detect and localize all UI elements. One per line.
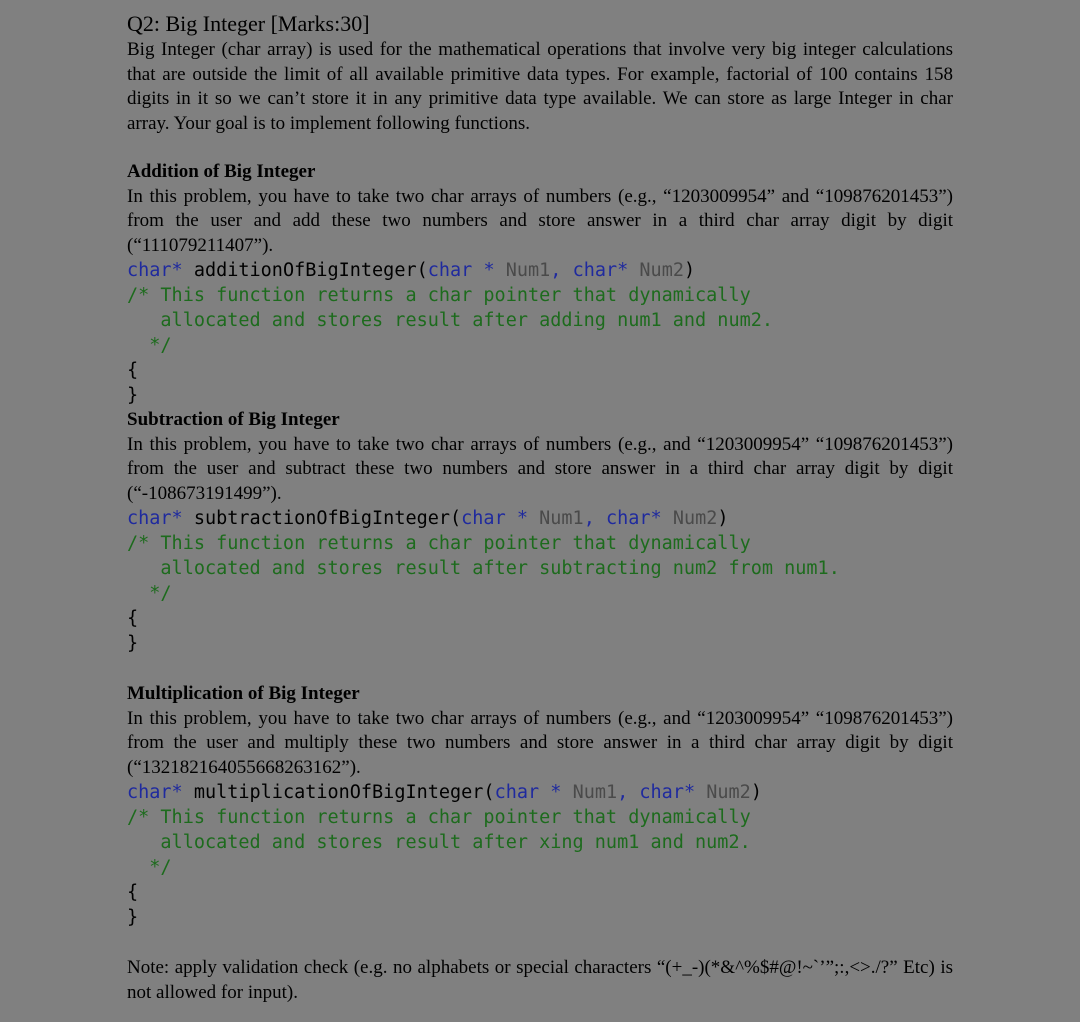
subtraction-signature: [127, 506, 953, 531]
param-name: Num1: [505, 260, 551, 281]
close-paren: ): [750, 782, 762, 803]
subtraction-comment-line: /* This function returns a char pointer that dynamically: [127, 533, 751, 554]
subtraction-brace-close: }: [127, 633, 139, 654]
pointer-star: *: [505, 508, 540, 529]
param-type: char: [427, 260, 473, 281]
return-type: char*: [127, 782, 183, 803]
pointer-star: *: [472, 260, 506, 281]
multiplication-signature: [127, 780, 953, 805]
param-type: char*: [639, 782, 696, 803]
param-name: Num1: [539, 508, 584, 529]
function-name: multiplicationOfBigInteger(: [182, 782, 495, 803]
close-paren: ): [683, 260, 696, 281]
param-type: char*: [572, 260, 629, 281]
multiplication-comment-end: */: [127, 857, 172, 878]
subtraction-comment-line: allocated and stores result after subtracting num2 from num1.: [127, 558, 840, 579]
multiplication-section: [127, 682, 953, 930]
subtraction-description: In this problem, you have to take two char arrays of numbers (e.g., and “1203009954” “109876201453”) from the user and subtract these two numbers and store answer in a third char array digit by digit (“-108673191499”).: [127, 433, 953, 504]
addition-heading: Addition of Big Integer: [127, 161, 316, 182]
addition-brace-close: }: [127, 385, 139, 406]
multiplication-brace-open: {: [127, 882, 139, 903]
addition-comment-end: */: [127, 335, 172, 356]
addition-signature: [127, 258, 953, 283]
function-name: subtractionOfBigInteger(: [182, 508, 462, 529]
return-type: char*: [127, 508, 183, 529]
subtraction-section: [127, 408, 953, 656]
addition-section: [127, 160, 953, 408]
param-type: char: [461, 508, 506, 529]
addition-brace-open: {: [127, 360, 139, 381]
function-name: additionOfBigInteger(: [182, 260, 428, 281]
param-name: Num2: [695, 782, 751, 803]
close-paren: ): [717, 508, 729, 529]
comma: ,: [550, 260, 573, 281]
subtraction-heading: Subtraction of Big Integer: [127, 409, 340, 430]
param-name: Num2: [628, 260, 684, 281]
param-type: char*: [605, 508, 662, 529]
multiplication-description: In this problem, you have to take two char arrays of numbers (e.g., and “1203009954” “109876201453”) from the user and multiply these two numbers and store answer in a third char array digit by digit (“132182164055668263162”).: [127, 707, 953, 778]
addition-comment-line: allocated and stores result after adding num1 and num2.: [127, 310, 774, 331]
addition-description: In this problem, you have to take two char arrays of numbers (e.g., “1203009954” and “109876201453”) from the user and add these two numbers and store answer in a third char array digit by digit (“111079211407”).: [127, 185, 953, 256]
multiplication-heading: Multiplication of Big Integer: [127, 683, 360, 704]
validation-note: Note: apply validation check (e.g. no alphabets or special characters “(+_-)(*&^%$#@!~`’”;:,<>./?” Etc) is not allowed for input).: [127, 957, 953, 1003]
multiplication-comment-line: allocated and stores result after xing num1 and num2.: [127, 832, 751, 853]
multiplication-brace-close: }: [127, 907, 139, 928]
pointer-star: *: [539, 782, 573, 803]
comma: ,: [617, 782, 640, 803]
subtraction-brace-open: {: [127, 608, 139, 629]
multiplication-comment-line: /* This function returns a char pointer that dynamically: [127, 807, 751, 828]
return-type: char*: [127, 260, 183, 281]
param-type: char: [494, 782, 540, 803]
question-intro: Big Integer (char array) is used for the mathematical operations that involve very big integer calculations that are outside the limit of all available primitive data types. For example, factorial of 100 contains 158 digits in it so we can’t store it in any primitive data type available. We can store as large Integer in char array. Your goal is to implement following functions.: [127, 39, 953, 134]
question-title: Q2: Big Integer [Marks:30]: [127, 11, 370, 36]
subtraction-comment-end: */: [127, 583, 172, 604]
addition-comment-line: /* This function returns a char pointer that dynamically: [127, 285, 751, 306]
param-name: Num1: [572, 782, 618, 803]
comma: ,: [583, 508, 606, 529]
param-name: Num2: [661, 508, 718, 529]
document-page: [127, 10, 953, 1005]
